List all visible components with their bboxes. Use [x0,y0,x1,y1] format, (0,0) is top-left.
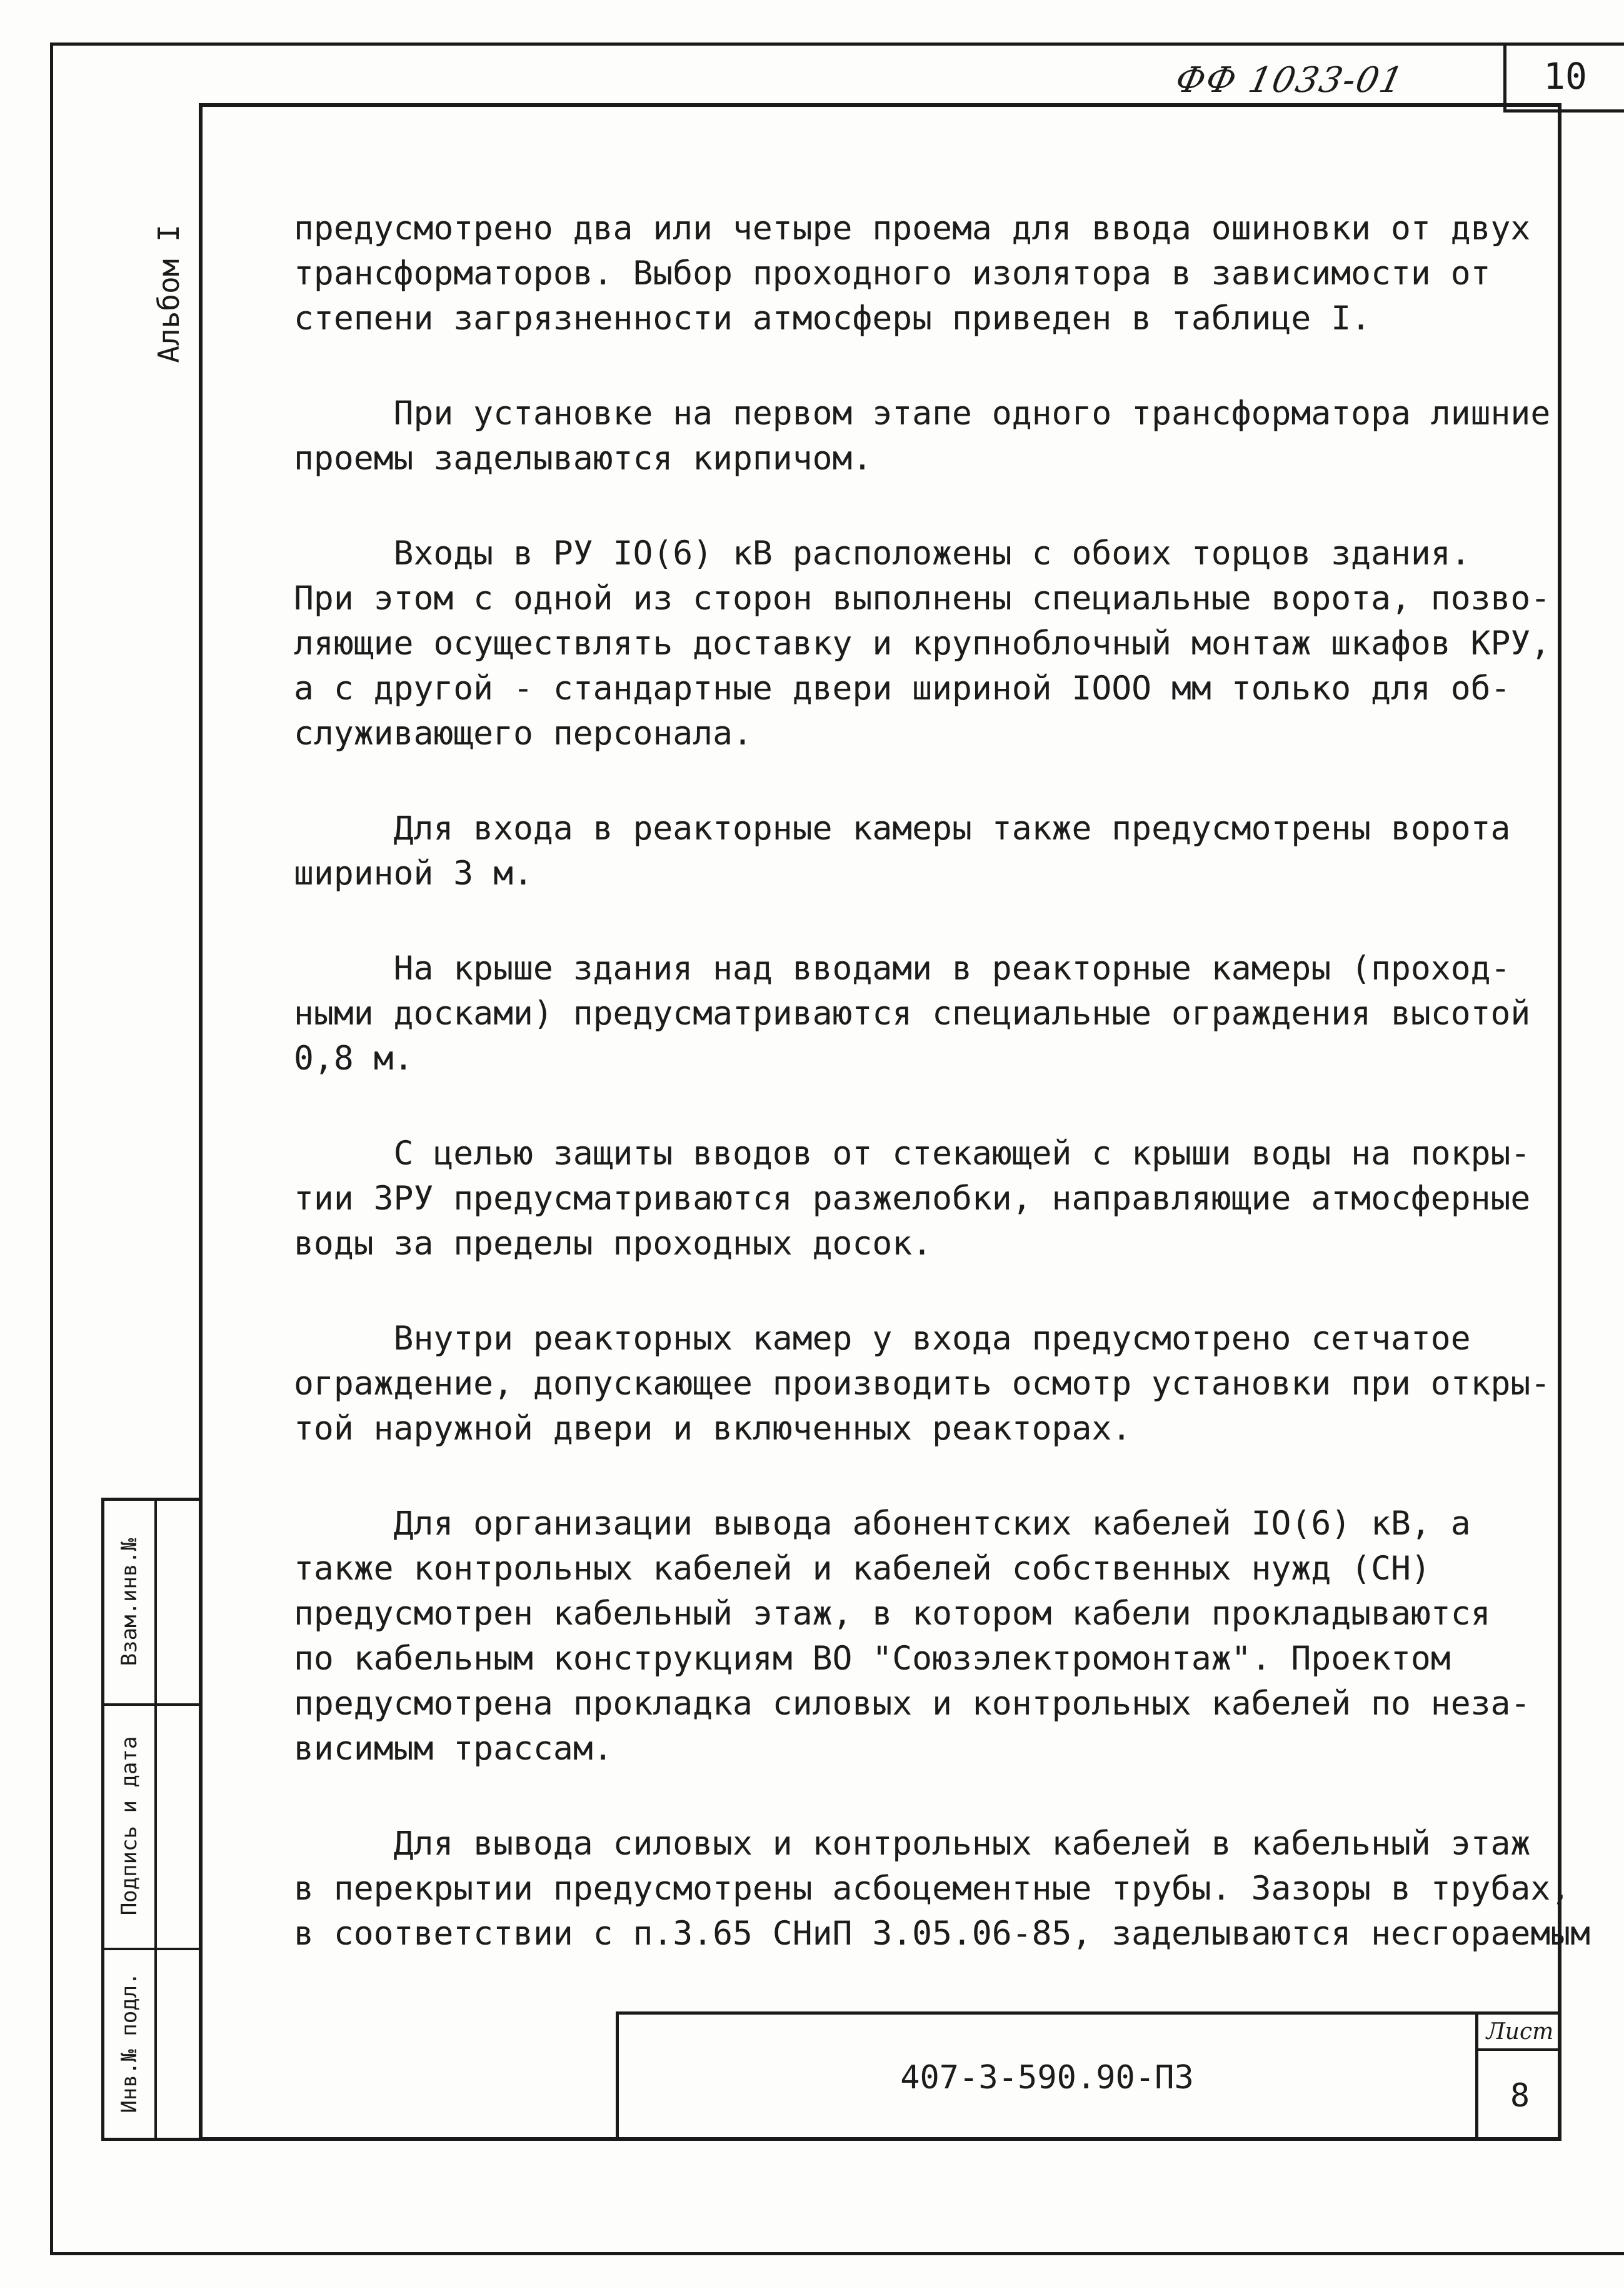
text-line: в соответствии с п.3.65 СНиП 3.05.06-85, заделываются несгораемым [294,1915,1591,1953]
text-line: воды за пределы проходных досок. [294,1225,933,1263]
stamp-column-divider [154,1501,157,2138]
paragraph-gap [294,1771,1519,1821]
paragraph [294,946,1531,1081]
text-line: Внутри реакторных камер у входа предусмотрено сетчатое [294,1320,1471,1358]
text-line: Для входа в реакторные камеры также предусмотрены ворота [294,809,1511,848]
paragraph-gap [294,481,1519,531]
text-line: проемы заделываются кирпичом. [294,439,873,478]
paragraph [294,1501,1531,1771]
paragraph-gap [294,1266,1519,1316]
text-line: Для организации вывода абонентских кабелей IO(6) кВ, а [294,1505,1471,1543]
stamp-cell-signature-date: Подпись и дата [117,1736,142,1915]
paragraph [294,391,1551,481]
body-text [294,206,1591,1956]
text-line: предусмотрена прокладка силовых и контрольных кабелей по неза- [294,1685,1531,1723]
text-line: служивающего персонала. [294,714,753,753]
paragraph-gap [294,1451,1519,1501]
paragraph [294,1316,1551,1451]
paragraph [294,806,1519,896]
side-stamp [101,1498,203,2141]
paragraph [294,206,1531,341]
text-line: также контрольных кабелей и кабелей собственных нужд (СН) [294,1550,1431,1588]
paragraph-gap [294,1081,1519,1131]
text-line: предусмотрен кабельный этаж, в котором кабели прокладываются [294,1595,1491,1633]
text-line: ными досками) предусматриваются специальные ограждения высотой [294,994,1531,1033]
paragraph [294,531,1551,756]
text-line: степени загрязненности атмосферы приведен в таблице I. [294,299,1371,338]
document-designation: 407-3-590.90-ПЗ [900,2059,1194,2096]
text-line: При этом с одной из сторон выполнены специальные ворота, позво- [294,579,1551,618]
text-line: На крыше здания над вводами в реакторные камеры (проход- [294,949,1511,988]
album-label-text: Альбом I [152,224,186,363]
text-line: той наружной двери и включенных реакторах. [294,1410,1132,1448]
text-line: Входы в РУ IO(6) кВ расположены с обоих торцов здания. [294,534,1471,573]
text-line: С целью защиты вводов от стекающей с крыши воды на покры- [294,1134,1531,1173]
text-line: шириной 3 м. [294,854,533,893]
sheet-label: Лист [1478,2015,1561,2051]
paragraph-gap [294,341,1519,391]
text-line: висимым трассам. [294,1730,613,1768]
text-line: 0,8 м. [294,1039,414,1078]
text-line: ограждение, допускающее производить осмотр установки при откры- [294,1365,1551,1403]
paragraph [294,1821,1591,1956]
album-label [138,188,200,400]
text-line: Для вывода силовых и контрольных кабелей в кабельный этаж [294,1825,1531,1863]
sheet-number-box [1475,2015,1561,2141]
paragraph [294,1131,1531,1266]
text-line: по кабельным конструкциям ВО "Союзэлектромонтаж". Проектом [294,1640,1451,1678]
sheet-number: 8 [1510,2077,1530,2115]
text-line: При установке на первом этапе одного трансформатора лишние [294,394,1551,433]
stamp-cell-replacement-inventory: Взам.инв.№ [117,1538,142,1666]
paragraph-gap [294,896,1519,946]
paragraph-gap [294,756,1519,806]
text-line: трансформаторов. Выбор проходного изолятора в зависимости от [294,254,1491,293]
stamp-cell-original-inventory: Инв.№ подл. [117,1972,142,2113]
text-line: предусмотрено два или четыре проема для ввода ошиновки от двух [294,209,1531,248]
text-line: тии ЗРУ предусматриваются разжелобки, направляющие атмосферные [294,1180,1531,1218]
text-line: в перекрытии предусмотрены асбоцементные трубы. Зазоры в трубах, [294,1870,1571,1908]
title-block [616,2011,1561,2141]
text-line: ляющие осуществлять доставку и крупноблочный монтаж шкафов КРУ, [294,624,1551,663]
handwritten-document-code: ФФ 1033-01 [1171,60,1408,101]
page-number-corner: 10 [1503,43,1624,113]
text-line: а с другой - стандартные двери шириной IOOO мм только для об- [294,669,1511,708]
